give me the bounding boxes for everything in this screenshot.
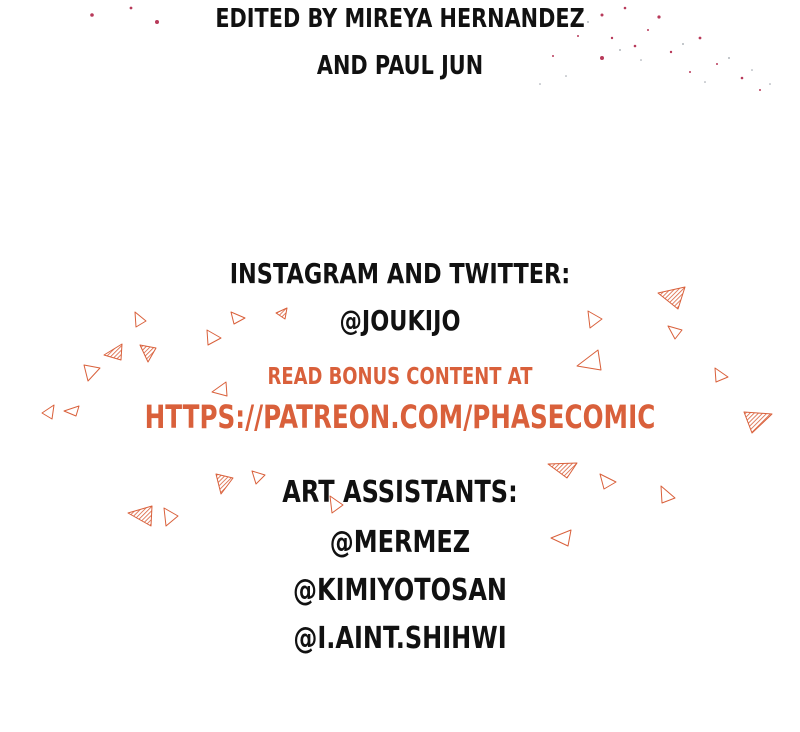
assistant-handle: @MERMEZ <box>329 525 471 560</box>
bonus-content-text: READ BONUS CONTENT AT <box>267 364 533 390</box>
patreon-link[interactable]: HTTPS://PATREON.COM/PHASECOMIC <box>144 398 656 436</box>
editors-credit-line-2: AND PAUL JUN <box>316 51 484 81</box>
assistant-handle: @I.AINT.SHIHWI <box>293 621 507 656</box>
art-assistants-heading: ART ASSISTANTS: <box>282 475 518 510</box>
social-handle: @JOUKIJO <box>339 304 461 337</box>
assistant-handle: @KIMIYOTOSAN <box>293 573 507 608</box>
editors-credit-line-1: EDITED BY MIREYA HERNANDEZ <box>215 4 585 34</box>
social-heading: INSTAGRAM AND TWITTER: <box>229 257 571 290</box>
